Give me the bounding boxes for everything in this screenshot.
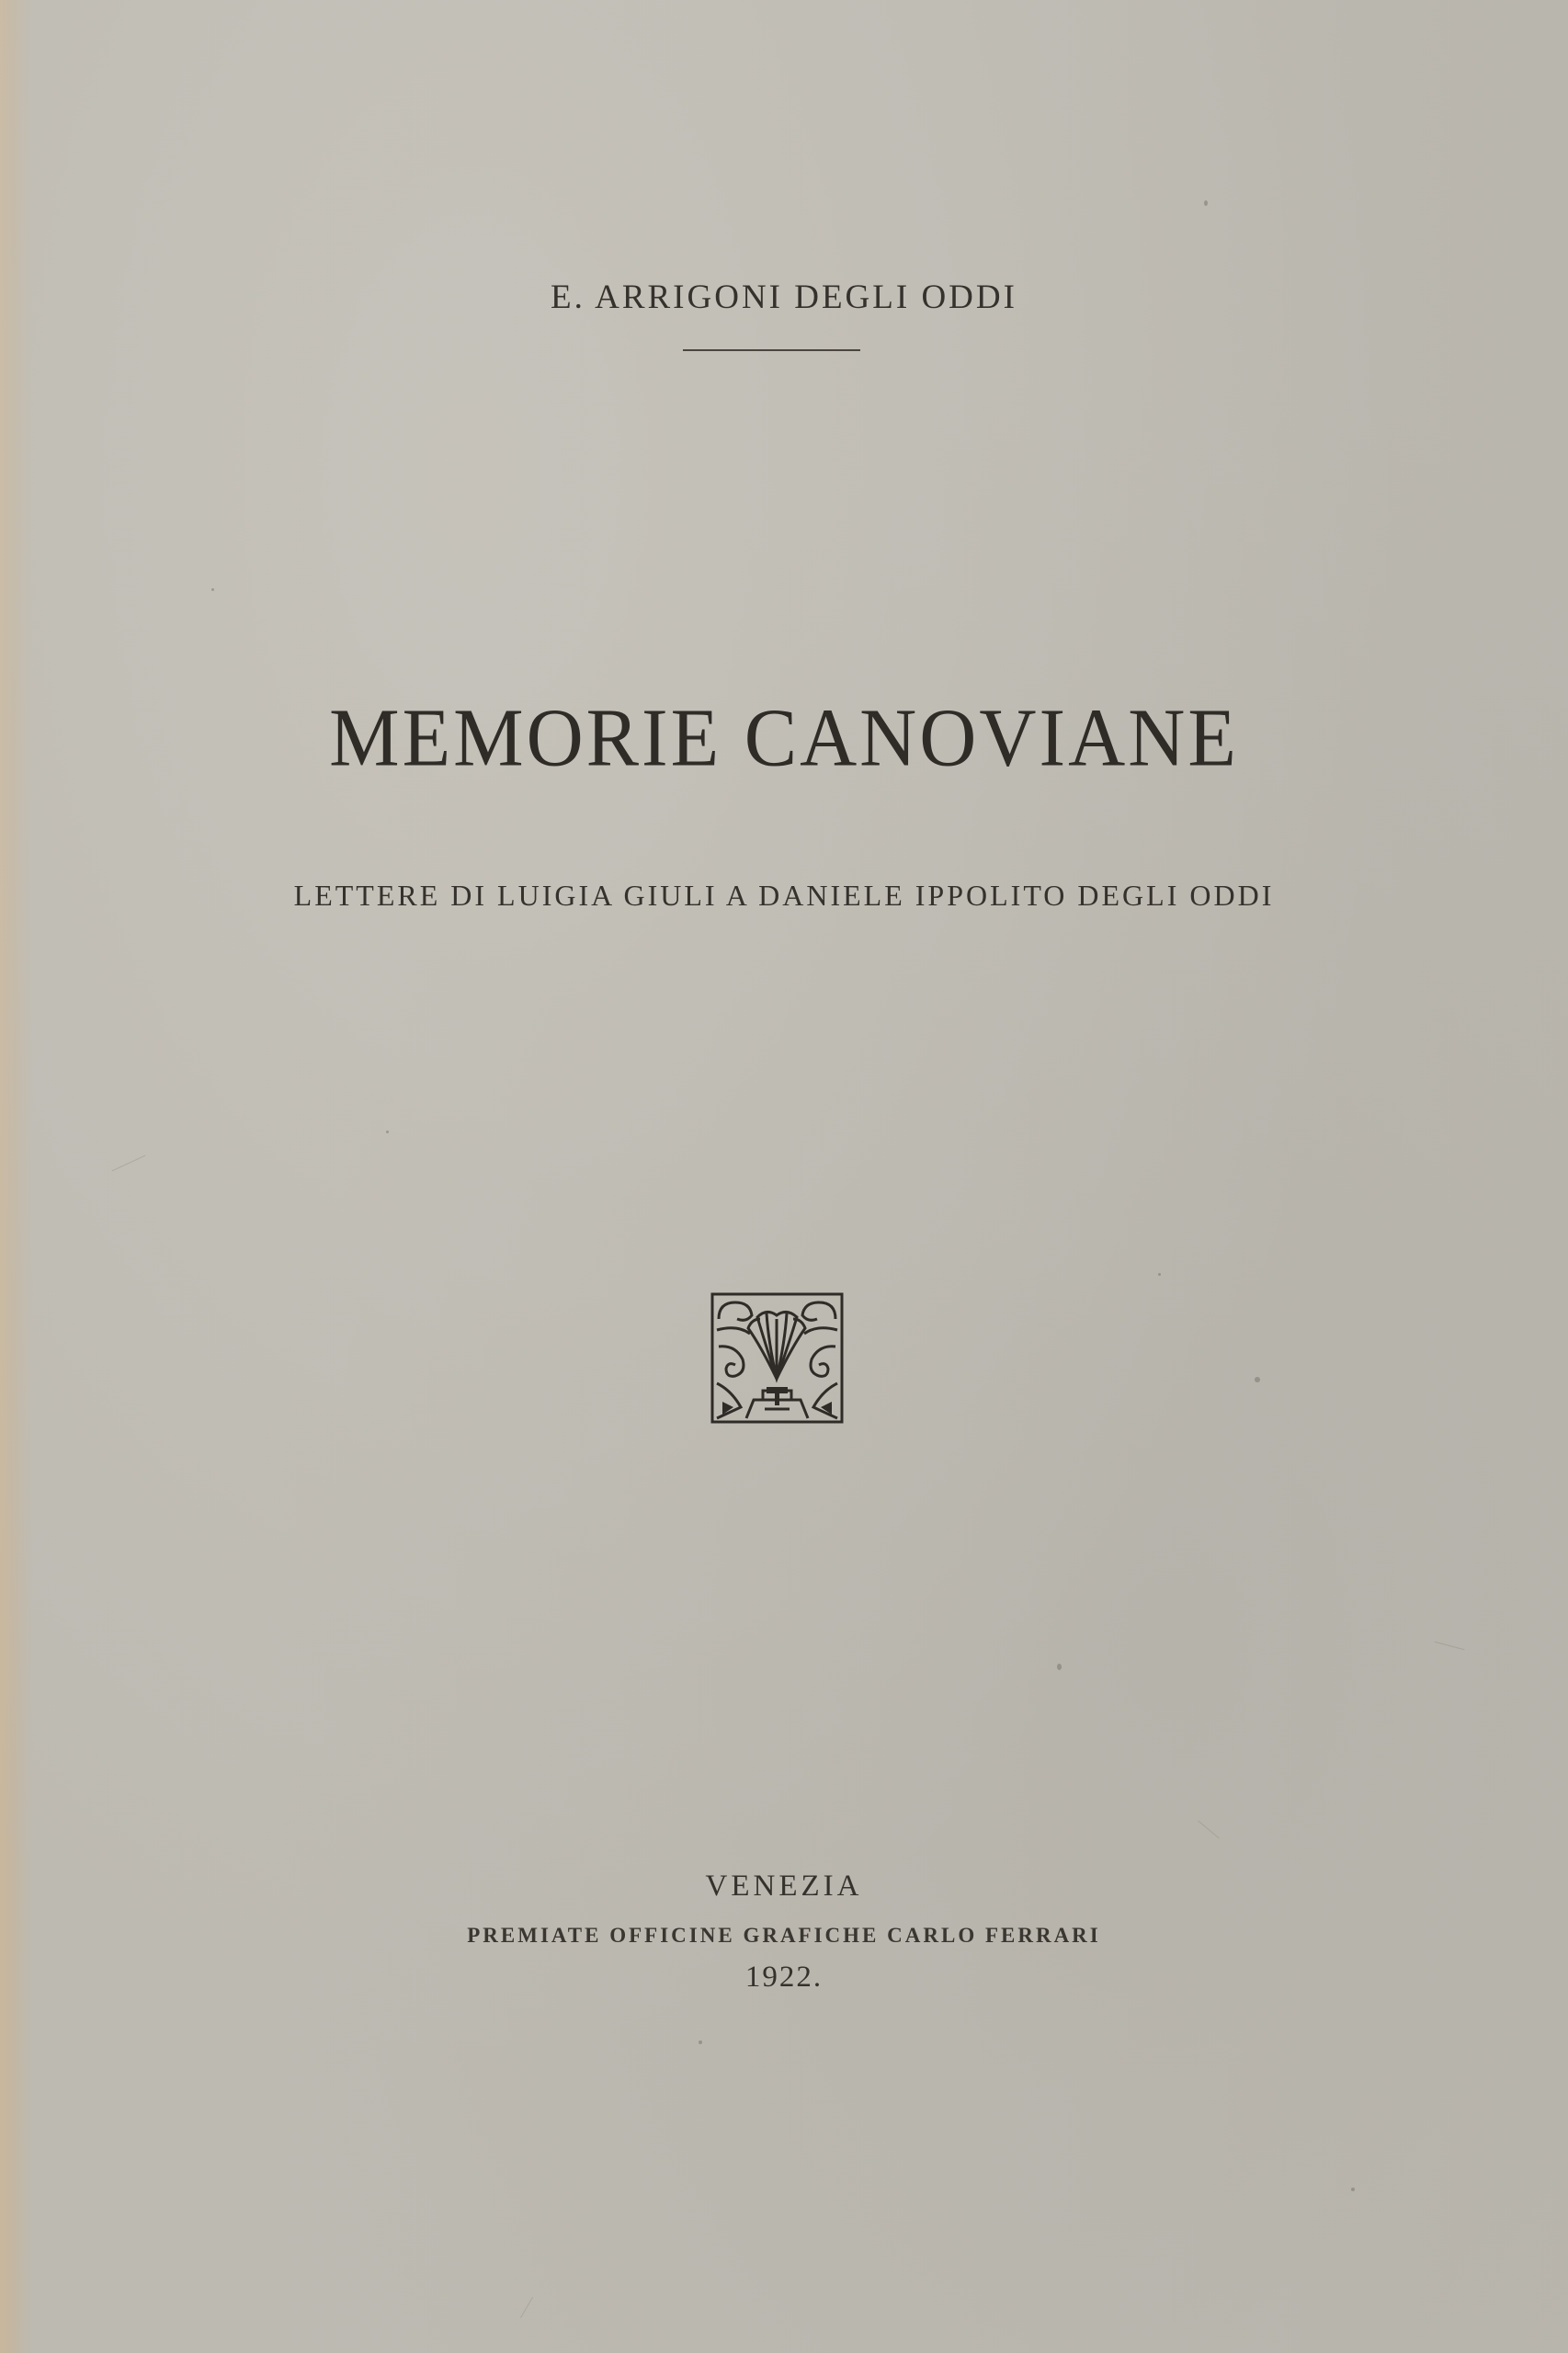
paper-speck <box>386 1131 389 1133</box>
paper-fiber <box>1198 1820 1220 1838</box>
author-name: E. ARRIGONI DEGLI ODDI <box>551 278 1017 316</box>
paper-speck <box>1255 1377 1260 1382</box>
paper-speck <box>699 2040 702 2044</box>
book-title: MEMORIE CANOVIANE <box>329 690 1239 784</box>
book-subtitle: LETTERE DI LUIGIA GIULI A DANIELE IPPOLITO DEGLI ODDI <box>293 879 1275 912</box>
paper-speck <box>1351 2188 1355 2191</box>
paper-fiber <box>1434 1642 1464 1651</box>
paper-speck <box>211 588 214 591</box>
printers-ornament-icon <box>710 1291 845 1425</box>
paper-speck <box>1158 1273 1161 1276</box>
paper-speck <box>1057 1664 1062 1670</box>
imprint-year: 1922. <box>744 1961 824 1994</box>
paper-speck <box>1204 200 1208 206</box>
paper-fiber <box>520 2297 533 2318</box>
title-rule <box>683 349 860 351</box>
imprint-place: VENEZIA <box>705 1870 863 1903</box>
paper-fiber <box>112 1155 146 1172</box>
imprint-publisher: PREMIATE OFFICINE GRAFICHE CARLO FERRARI <box>467 1924 1101 1947</box>
